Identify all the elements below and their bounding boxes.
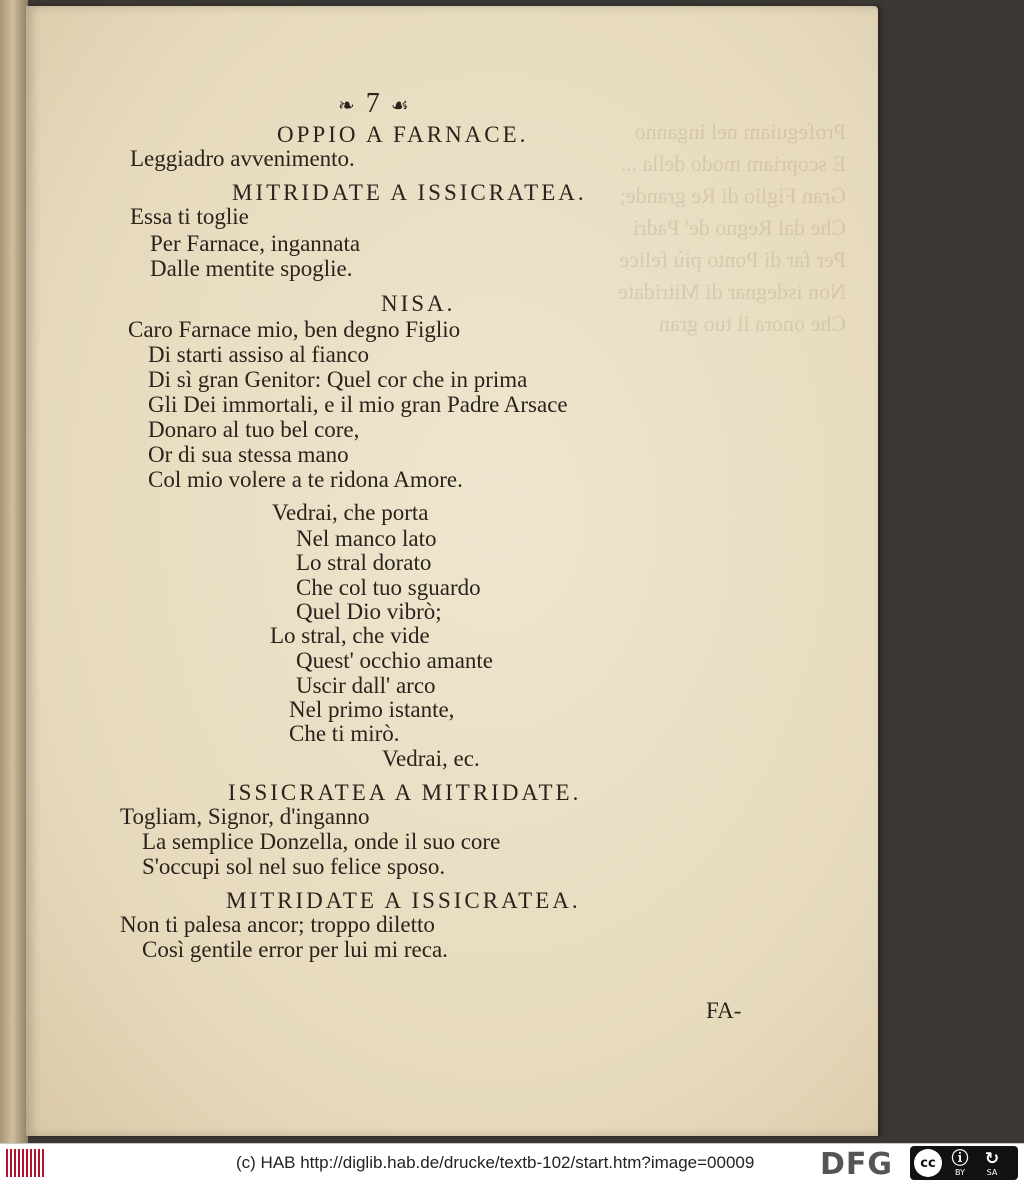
text-line: Col mio volere a te ridona Amore. [148,467,463,492]
verse-line: Uscir dall' arco [296,673,436,698]
page-number: ❧ 7 ☙ [338,88,411,119]
text-line: Per Farnace, ingannata [150,231,361,256]
speaker-heading: ISSICRATEA A MITRIDATE. [228,780,582,805]
text-line: Di starti assiso al fianco [148,342,370,367]
dfg-logo[interactable]: DFG [820,1147,894,1182]
book-page [26,6,878,1136]
cc-license-badge[interactable] [910,1146,1018,1180]
speaker-heading: MITRIDATE A ISSICRATEA. [226,888,581,913]
text-line: Così gentile error per lui mi reca. [142,937,448,962]
text-line: S'occupi sol nel suo felice sposo. [142,854,446,879]
book-spine [0,0,28,1143]
verse-line: Lo stral dorato [296,550,432,575]
text-line: Essa ti toglie [130,204,249,229]
verse-line: Quel Dio vibrò; [296,599,442,624]
verse-line: Che ti mirò. [289,721,400,746]
text-line: Leggiadro avvenimento. [130,146,355,171]
text-line: Donaro al tuo bel core, [148,417,360,442]
text-line: Non ti palesa ancor; troppo diletto [120,912,435,937]
text-line: Togliam, Signor, d'inganno [120,804,370,829]
viewer-footer [0,1143,1024,1182]
verse-line: Quest' occhio amante [296,648,494,673]
text-line: Caro Farnace mio, ben degno Figlio [128,317,461,342]
text-line: Di sì gran Genitor: Quel cor che in prima [148,367,528,392]
by-person-icon: ⓘ BY [951,1148,969,1177]
verse-line: Lo stral, che vide [270,623,430,648]
text-line: Gli Dei immortali, e il mio gran Padre Arsace [148,392,568,417]
verse-line: Che col tuo sguardo [296,575,481,600]
copyright-link[interactable]: (c) HAB http://diglib.hab.de/drucke/textb-102/start.htm?image=00009 [236,1153,755,1172]
text-line: Dalle mentite spoglie. [150,256,353,281]
ornament-right-icon: ☙ [390,95,411,118]
verse-line: Vedrai, che porta [272,500,429,525]
verse-line: Vedrai, ec. [382,746,480,771]
text-line: La semplice Donzella, onde il suo core [142,829,501,854]
ornament-left-icon: ❧ [338,95,357,118]
verse-line: Nel primo istante, [289,697,455,722]
speaker-heading: OPPIO A FARNACE. [277,122,529,147]
speaker-heading: MITRIDATE A ISSICRATEA. [232,180,587,205]
text-line: Or di sua stessa mano [148,442,349,467]
show-through-text: Profeguiam nel inganno E scopriam modo della ... Gran Figlio di Re grande; Che dal Regno de' Padri Per far di Ponto più felice Non isdegnar di Mitridate Che onora il tuo gran [618,119,846,336]
cc-icon: cc [914,1149,942,1177]
sa-share-icon: ↻ SA [984,1148,1000,1177]
catchword: FA- [706,998,742,1023]
hab-barcode-icon [6,1149,46,1177]
verse-line: Nel manco lato [296,526,437,551]
speaker-heading: NISA. [381,291,456,316]
